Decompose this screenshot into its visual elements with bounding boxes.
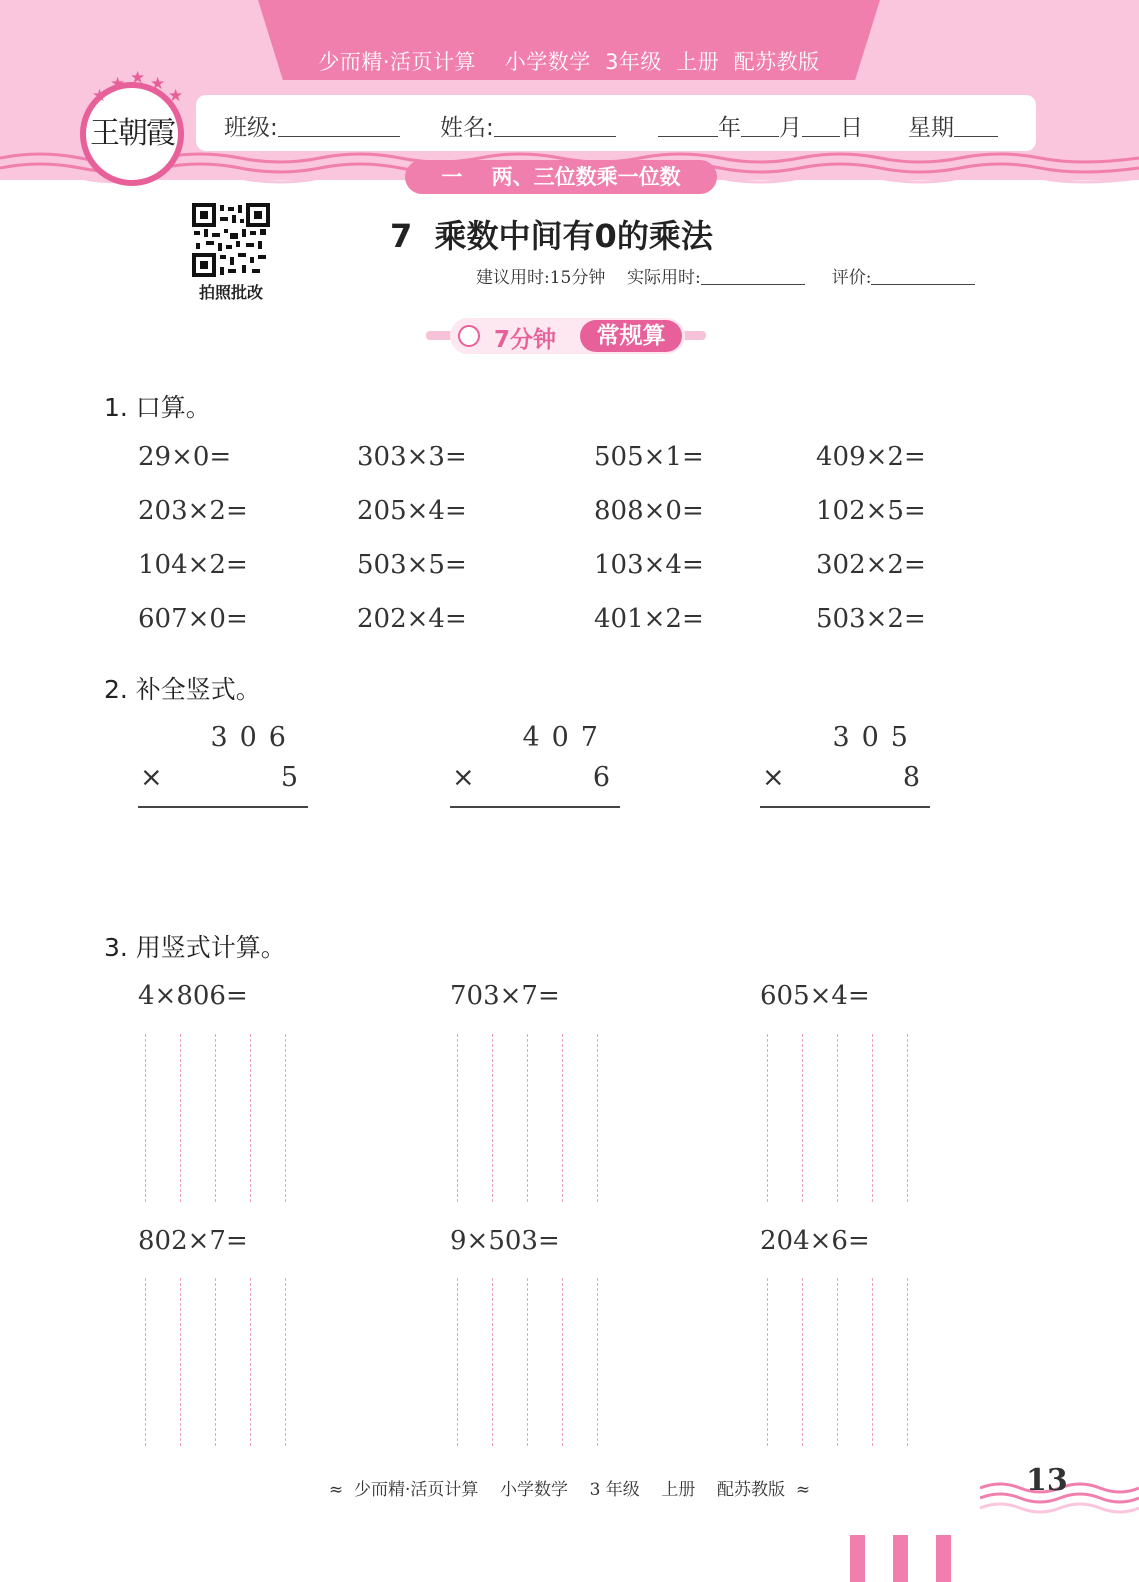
day-blank[interactable] <box>802 114 840 137</box>
unit-title: 一 两、三位数乘一位数 <box>405 160 717 194</box>
footer-bar <box>893 1535 908 1582</box>
date-field[interactable]: 年 月 日 <box>658 109 863 142</box>
qr-code-icon[interactable] <box>192 203 270 277</box>
timer-tag: 常规算 <box>580 320 682 352</box>
page-number: 13 <box>1026 1463 1068 1498</box>
oral-expr: 302×2= <box>816 550 926 580</box>
oral-expr: 503×5= <box>357 550 467 580</box>
multiplier: 6 <box>592 762 610 793</box>
weekday-field[interactable]: 星期 <box>908 109 998 142</box>
vertical-calc-expr: 605×4= <box>760 981 870 1011</box>
star-icon: ★ <box>110 74 126 94</box>
vertical-multiplication <box>450 722 620 812</box>
oral-expr: 29×0= <box>138 442 232 472</box>
series-title: 少而精·活页计算 小学数学 3年级 上册 配苏教版 <box>318 50 820 74</box>
multiplier: 8 <box>902 762 920 793</box>
oral-expr: 102×5= <box>816 496 926 526</box>
vertical-multiplication <box>138 722 308 812</box>
clock-icon <box>458 325 480 347</box>
lesson-title: 7 乘数中间有0的乘法 <box>390 217 713 255</box>
footer-bar <box>850 1535 865 1582</box>
class-field[interactable]: 班级: <box>224 109 400 142</box>
q1-heading: 1. 口算。 <box>104 393 211 422</box>
work-area-guides[interactable] <box>767 1278 927 1446</box>
rule-line <box>450 806 620 808</box>
multiplier: 5 <box>280 762 298 793</box>
times-sign: × <box>140 762 163 793</box>
vertical-calc-expr: 9×503= <box>450 1226 560 1256</box>
time-row <box>476 263 975 288</box>
timer-text: 7分钟 <box>494 327 557 353</box>
work-area-guides[interactable] <box>145 1034 305 1202</box>
logo-text: 王朝霞 <box>90 116 174 151</box>
work-area-guides[interactable] <box>767 1034 927 1202</box>
actual-time-label: 实际用时: <box>626 268 701 288</box>
oral-expr: 607×0= <box>138 604 248 634</box>
weekday-blank[interactable] <box>954 114 998 137</box>
suggested-time: 建议用时:15分钟 <box>476 268 606 288</box>
multiplicand: 306 <box>210 722 298 753</box>
name-field[interactable]: 姓名: <box>440 109 616 142</box>
vertical-calc-expr: 204×6= <box>760 1226 870 1256</box>
month-blank[interactable] <box>741 114 779 137</box>
oral-expr: 202×4= <box>357 604 467 634</box>
star-icon: ★ <box>92 86 108 106</box>
oral-expr: 205×4= <box>357 496 467 526</box>
times-sign: × <box>762 762 785 793</box>
year-blank[interactable] <box>658 114 718 137</box>
multiplicand: 407 <box>522 722 610 753</box>
oral-expr: 203×2= <box>138 496 248 526</box>
rule-line <box>760 806 930 808</box>
multiplicand: 305 <box>832 722 920 753</box>
work-area-guides[interactable] <box>145 1278 305 1446</box>
star-icon: ★ <box>130 68 146 88</box>
star-icon: ★ <box>168 86 184 106</box>
vertical-calc-expr: 703×7= <box>450 981 560 1011</box>
star-icon: ★ <box>150 74 166 94</box>
work-area-guides[interactable] <box>457 1034 617 1202</box>
oral-expr: 409×2= <box>816 442 926 472</box>
name-blank[interactable] <box>494 114 616 137</box>
q2-heading: 2. 补全竖式。 <box>104 675 261 704</box>
q3-heading: 3. 用竖式计算。 <box>104 933 286 962</box>
oral-expr: 103×4= <box>594 550 704 580</box>
vertical-calc-expr: 4×806= <box>138 981 248 1011</box>
evaluation-blank[interactable] <box>871 266 975 285</box>
rule-line <box>138 806 308 808</box>
class-blank[interactable] <box>278 114 400 137</box>
oral-expr: 303×3= <box>357 442 467 472</box>
oral-expr: 401×2= <box>594 604 704 634</box>
work-area-guides[interactable] <box>457 1278 617 1446</box>
oral-expr: 808×0= <box>594 496 704 526</box>
footer-bar <box>936 1535 951 1582</box>
footer-series-text: ≈ 少而精·活页计算 小学数学 3 年级 上册 配苏教版 ≈ <box>328 1480 811 1500</box>
oral-expr: 104×2= <box>138 550 248 580</box>
student-info-bar <box>196 95 1036 151</box>
vertical-calc-expr: 802×7= <box>138 1226 248 1256</box>
evaluation-label: 评价: <box>831 268 872 288</box>
actual-time-blank[interactable] <box>701 266 805 285</box>
oral-expr: 503×2= <box>816 604 926 634</box>
oral-expr: 505×1= <box>594 442 704 472</box>
times-sign: × <box>452 762 475 793</box>
qr-label: 拍照批改 <box>198 283 263 302</box>
vertical-multiplication <box>760 722 930 812</box>
